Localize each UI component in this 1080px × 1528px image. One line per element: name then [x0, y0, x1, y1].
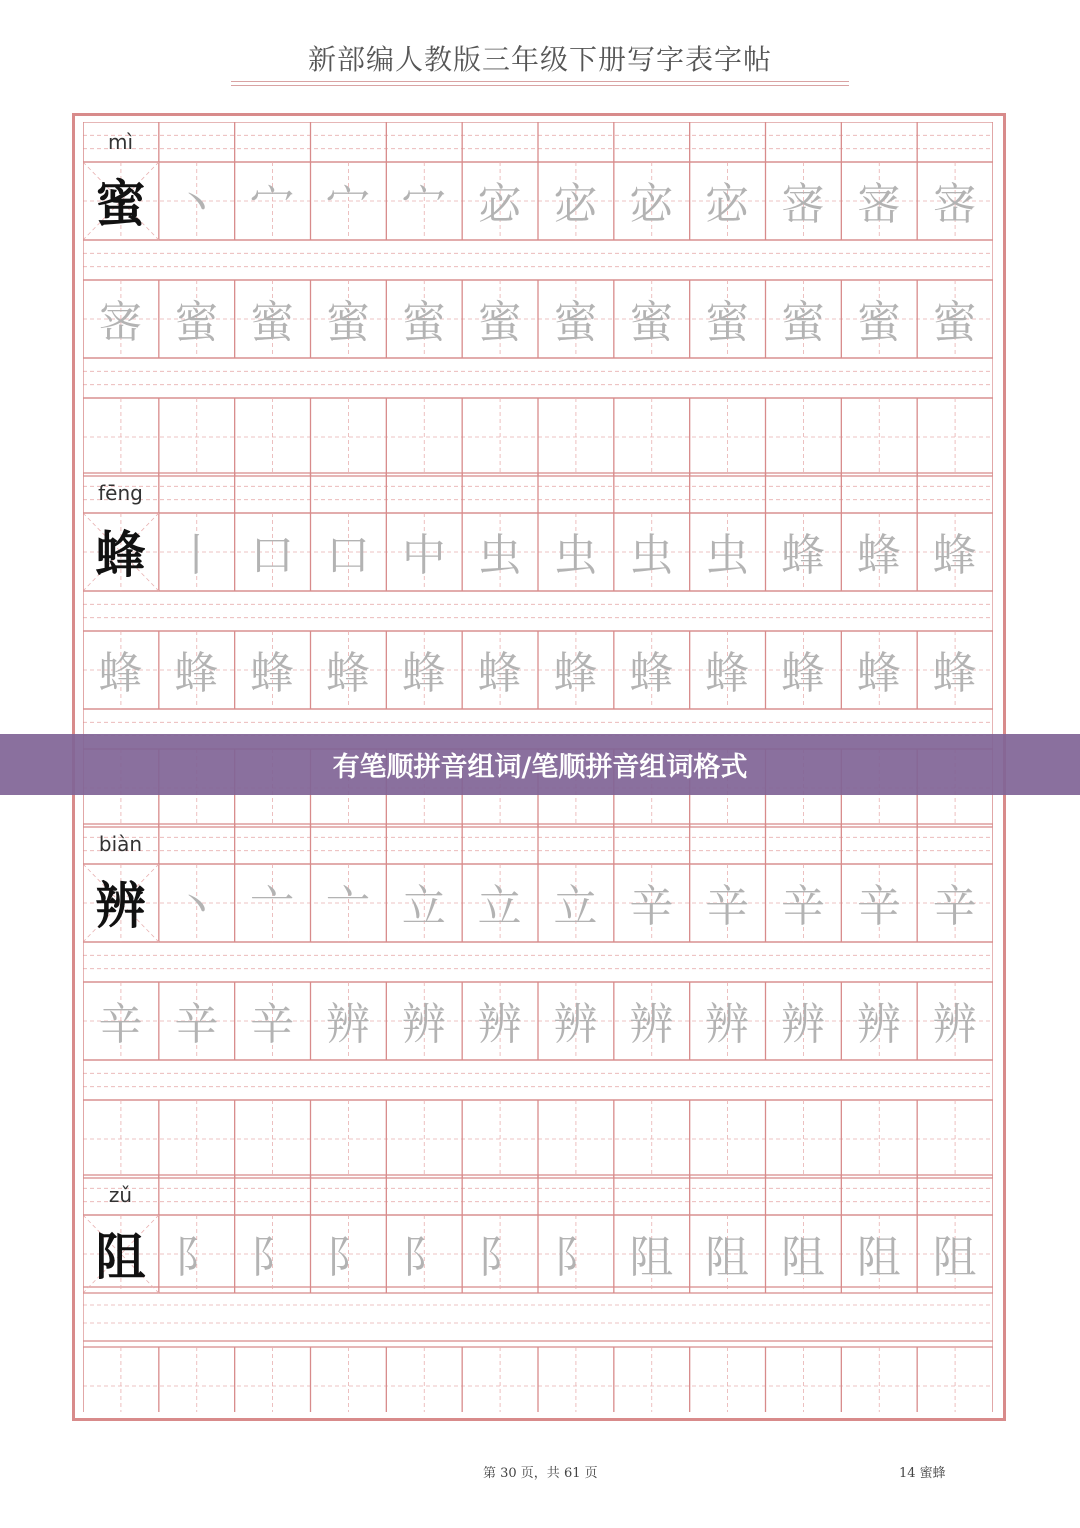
stroke-order-step: 亠 [326, 881, 370, 932]
trace-character: 辛 [250, 999, 295, 1050]
stroke-order-step: 丶 [174, 179, 219, 230]
trace-character: 蜂 [781, 648, 825, 699]
trace-character: 辨 [629, 999, 674, 1050]
stroke-order-step: 虫 [705, 530, 750, 581]
stroke-order-step: 立 [401, 881, 446, 932]
trace-character: 辨 [781, 999, 825, 1050]
main-character: 阻 [95, 1228, 146, 1286]
stroke-order-step: 阻 [856, 1232, 901, 1283]
trace-character: 辨 [856, 999, 901, 1050]
pinyin-label: fēng [98, 481, 143, 505]
stroke-order-step: 虫 [629, 530, 674, 581]
trace-character: 蜜 [932, 297, 977, 348]
trace-character: 蜜 [477, 297, 522, 348]
pinyin-label: mì [107, 130, 134, 154]
trace-character: 辨 [553, 999, 598, 1050]
stroke-order-step: 宻 [781, 179, 825, 230]
stroke-order-step: 阝 [174, 1232, 219, 1283]
stroke-order-step: 阝 [401, 1232, 446, 1283]
trace-character: 蜜 [174, 297, 219, 348]
trace-character: 蜜 [553, 297, 598, 348]
stroke-order-step: 阝 [250, 1232, 295, 1283]
trace-character: 蜂 [856, 648, 901, 699]
stroke-order-step: 宀 [326, 179, 370, 230]
stroke-order-step: 蜂 [856, 530, 901, 581]
stroke-order-step: 亠 [250, 881, 295, 932]
trace-character: 蜂 [629, 648, 674, 699]
stroke-order-step: 辛 [856, 881, 901, 932]
banner-text: 有笔顺拼音组词/笔顺拼音组词格式 [332, 752, 748, 783]
trace-character: 蜂 [174, 648, 219, 699]
main-character: 辨 [95, 877, 146, 935]
stroke-order-step: 辛 [705, 881, 750, 932]
stroke-order-step: 阝 [477, 1232, 522, 1283]
trace-character: 蜂 [401, 648, 446, 699]
trace-character: 蜜 [781, 297, 825, 348]
pinyin-label: zǔ [108, 1183, 133, 1207]
main-character: 蜂 [95, 526, 146, 584]
trace-character: 辨 [401, 999, 446, 1050]
stroke-order-step: 阝 [326, 1232, 370, 1283]
footer-label: 14 蜜蜂 [899, 1466, 946, 1481]
trace-character: 蜜 [856, 297, 901, 348]
stroke-order-step: 蜂 [932, 530, 977, 581]
stroke-order-step: 中 [401, 530, 446, 581]
stroke-order-step: 阻 [781, 1232, 825, 1283]
pinyin-label: biàn [98, 832, 143, 856]
stroke-order-step: 宀 [401, 179, 446, 230]
trace-character: 蜜 [250, 297, 295, 348]
stroke-order-step: 丶 [174, 881, 219, 932]
stroke-order-step: 宻 [856, 179, 901, 230]
overlay-banner [0, 734, 1080, 795]
stroke-order-step: 阻 [932, 1232, 977, 1283]
stroke-order-step: 虫 [553, 530, 598, 581]
stroke-order-step: 阝 [553, 1232, 598, 1283]
main-character: 蜜 [95, 175, 146, 233]
trace-character: 蜂 [477, 648, 522, 699]
trace-character: 蜜 [326, 297, 370, 348]
stroke-order-step: 蜂 [781, 530, 825, 581]
trace-character: 蜂 [553, 648, 598, 699]
title-underline [231, 81, 849, 86]
trace-character: 辛 [174, 999, 219, 1050]
page-title: 新部编人教版三年级下册写字表字帖 [307, 43, 772, 76]
trace-character: 宻 [98, 297, 143, 348]
stroke-order-step: 口 [250, 530, 295, 581]
trace-character: 蜂 [98, 648, 143, 699]
trace-character: 蜂 [705, 648, 750, 699]
trace-character: 蜂 [932, 648, 977, 699]
stroke-order-step: 宓 [553, 179, 598, 230]
trace-character: 蜜 [401, 297, 446, 348]
stroke-order-step: 阻 [629, 1232, 674, 1283]
stroke-order-step: 宓 [477, 179, 522, 230]
stroke-order-step: 宻 [932, 179, 977, 230]
trace-character: 辨 [705, 999, 750, 1050]
stroke-order-step: 辛 [932, 881, 977, 932]
stroke-order-step: 立 [553, 881, 598, 932]
stroke-order-step: 宀 [250, 179, 295, 230]
trace-character: 蜜 [629, 297, 674, 348]
stroke-order-step: 口 [326, 530, 370, 581]
trace-character: 辨 [477, 999, 522, 1050]
stroke-order-step: 虫 [477, 530, 522, 581]
stroke-order-step: 立 [477, 881, 522, 932]
trace-character: 蜂 [250, 648, 295, 699]
trace-character: 辨 [932, 999, 977, 1050]
trace-character: 辨 [326, 999, 370, 1050]
trace-character: 蜜 [705, 297, 750, 348]
stroke-order-step: 阻 [705, 1232, 750, 1283]
page-counter: 第 30 页，共 61 页 [483, 1466, 598, 1481]
trace-character: 辛 [98, 999, 143, 1050]
stroke-order-step: 宓 [705, 179, 750, 230]
trace-character: 蜂 [326, 648, 370, 699]
stroke-order-step: 辛 [781, 881, 825, 932]
stroke-order-step: 丨 [174, 530, 219, 581]
stroke-order-step: 辛 [629, 881, 674, 932]
stroke-order-step: 宓 [629, 179, 674, 230]
